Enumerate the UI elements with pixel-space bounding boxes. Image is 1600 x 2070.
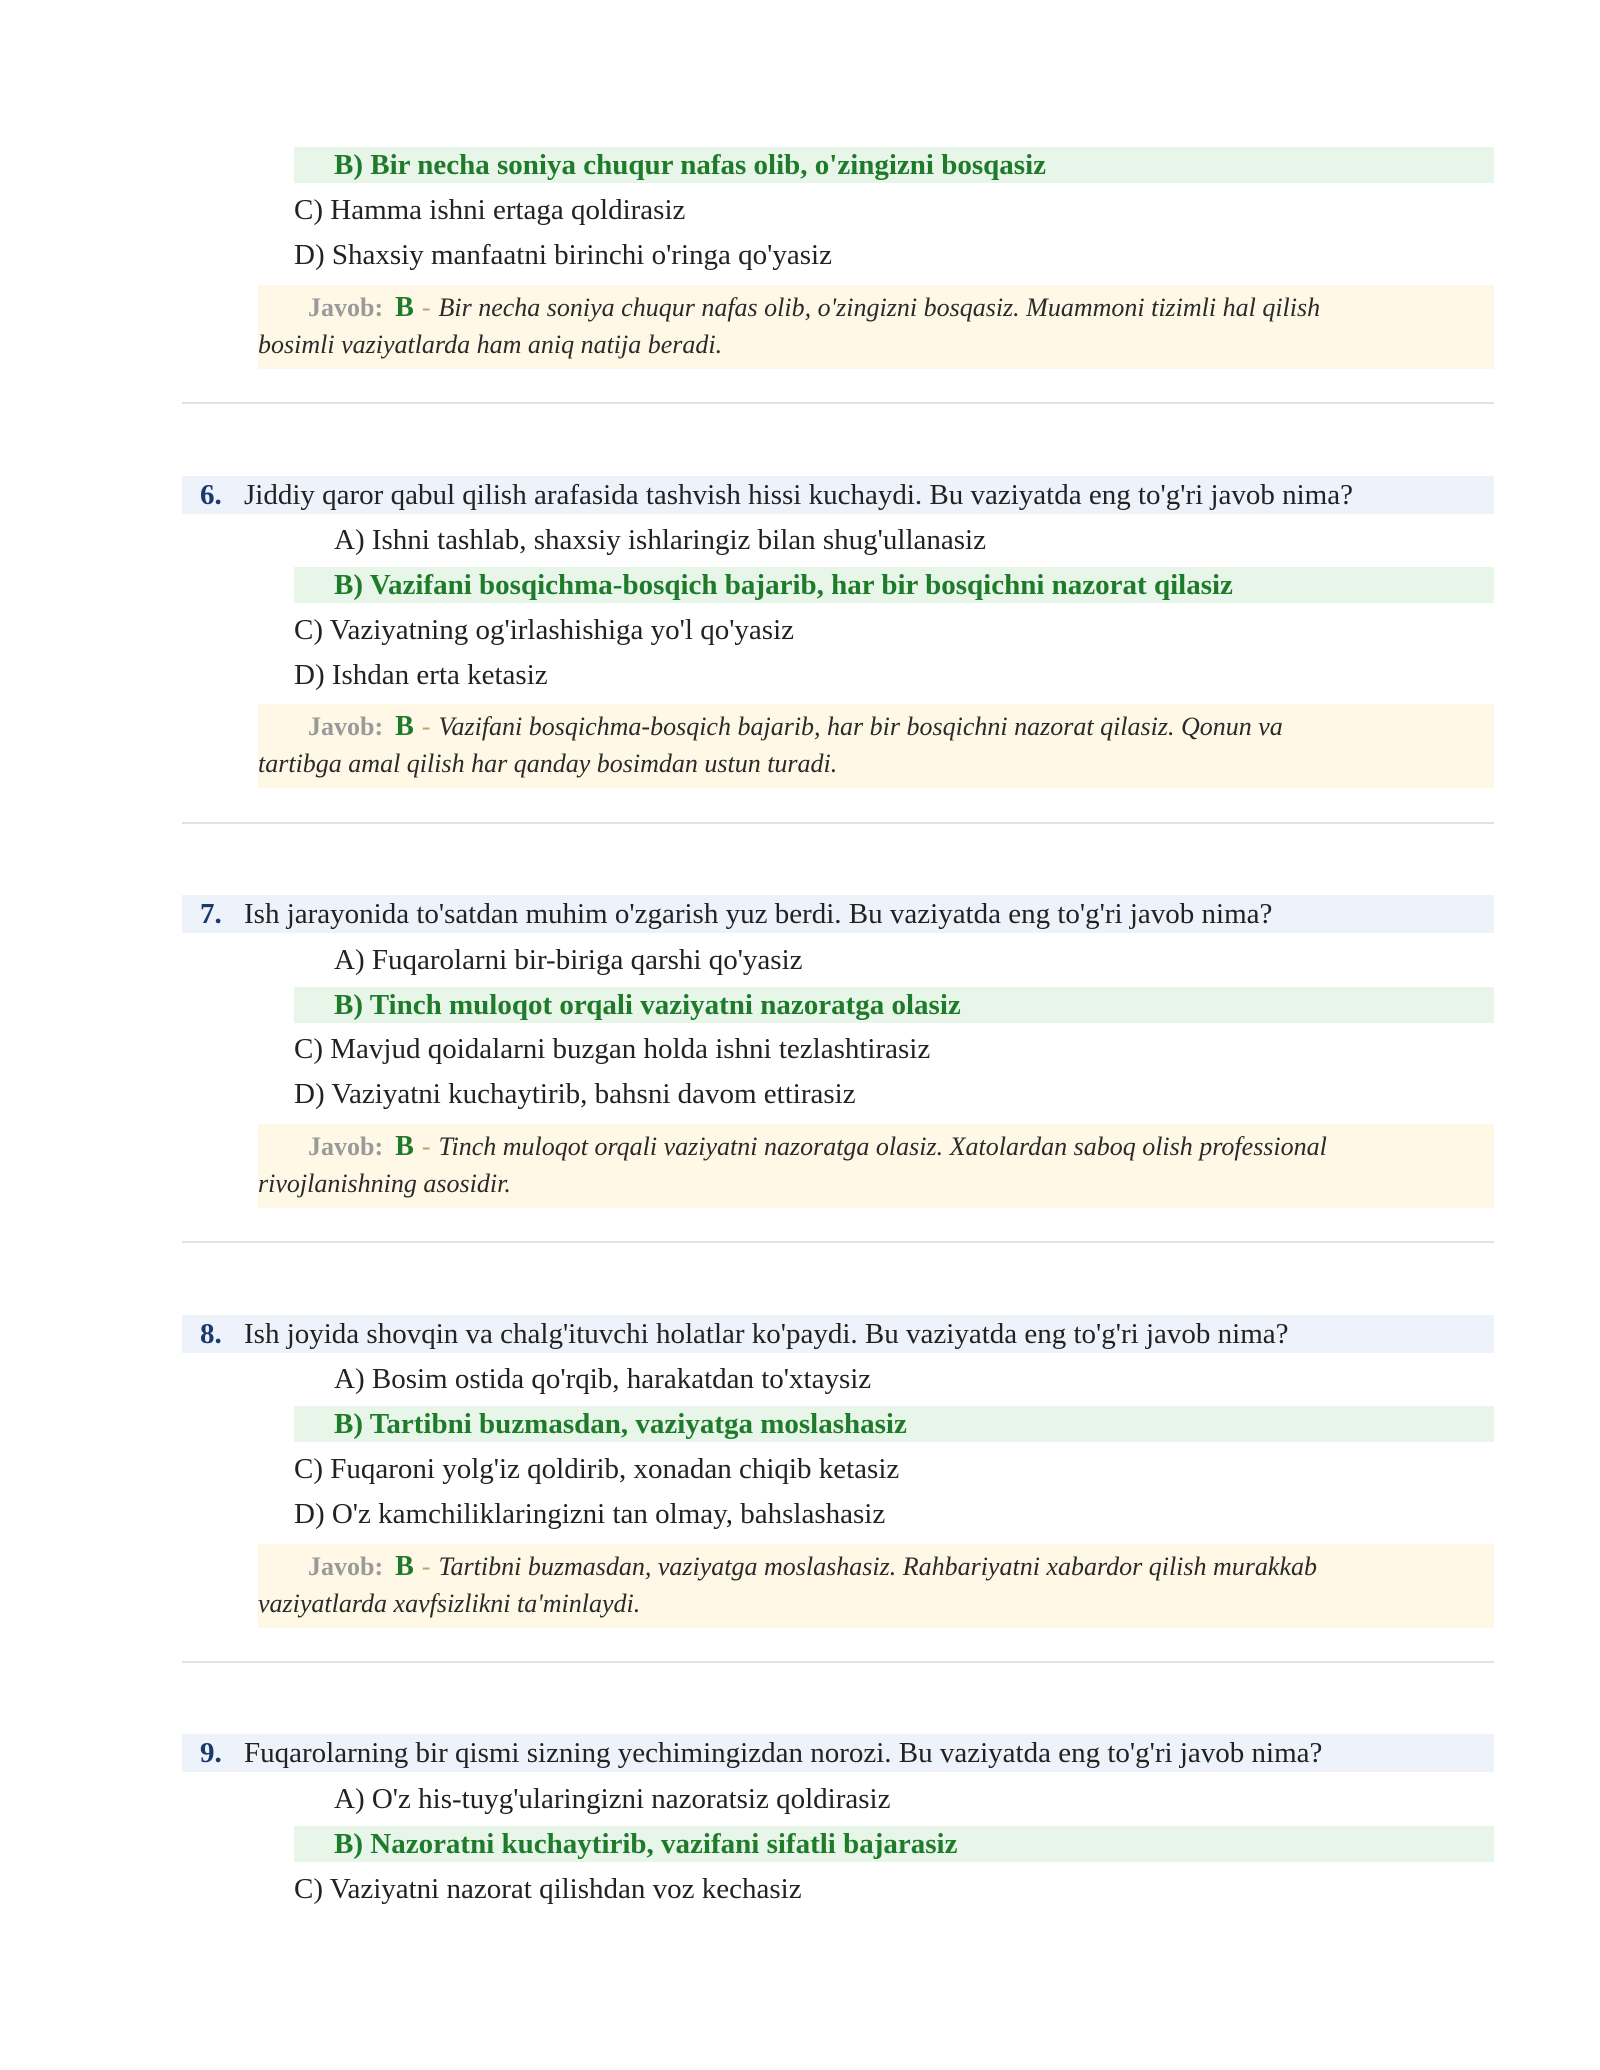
answer-label: Javob:	[308, 293, 384, 322]
answer-label: Javob:	[308, 1552, 384, 1581]
answer-dash: -	[421, 712, 431, 741]
option-d: D) Shaxsiy manfaatni birinchi o'ringa qo'yasiz	[294, 239, 832, 271]
option-b-correct: B) Tinch muloqot orqali vaziyatni nazoratga olasiz	[294, 987, 1494, 1023]
divider	[182, 822, 1494, 824]
option-b-correct: B) Tartibni buzmasdan, vaziyatga moslashasiz	[294, 1406, 1494, 1442]
option-a: A) Fuqarolarni bir-biriga qarshi qo'yasiz	[334, 944, 803, 976]
option-b-correct: B) Vazifani bosqichma-bosqich bajarib, har bir bosqichni nazorat qilasiz	[294, 567, 1494, 603]
answer-dash: -	[421, 1552, 431, 1581]
question-number: 9.	[200, 1737, 222, 1769]
option-c: C) Fuqaroni yolg'iz qoldirib, xonadan chiqib ketasiz	[294, 1453, 900, 1485]
question-number: 8.	[200, 1318, 222, 1350]
option-c: C) Mavjud qoidalarni buzgan holda ishni tezlashtirasiz	[294, 1033, 931, 1065]
answer-dash: -	[421, 293, 431, 322]
question-number: 6.	[200, 479, 222, 511]
option-d: D) Vaziyatni kuchaytirib, bahsni davom ettirasiz	[294, 1078, 856, 1110]
question-6	[182, 476, 1494, 514]
answer-block	[258, 704, 1494, 788]
answer-text-line2: vaziyatlarda xavfsizlikni ta'minlaydi.	[258, 1589, 641, 1618]
option-c: C) Vaziyatni nazorat qilishdan voz kechasiz	[294, 1873, 802, 1905]
answer-text-line2: tartibga amal qilish har qanday bosimdan ustun turadi.	[258, 749, 838, 778]
divider	[182, 1661, 1494, 1663]
answer-text-line1: Tartibni buzmasdan, vaziyatga moslashasiz. Rahbariyatni xabardor qilish murakkab	[438, 1552, 1317, 1581]
question-text: Ish jarayonida to'satdan muhim o'zgarish yuz berdi. Bu vaziyatda eng to'g'ri javob nima?	[244, 898, 1273, 930]
option-b-correct: B) Bir necha soniya chuqur nafas olib, o'zingizni bosqasiz	[294, 147, 1494, 183]
question-9	[182, 1734, 1494, 1772]
answer-block	[258, 1124, 1494, 1208]
answer-text-line1: Tinch muloqot orqali vaziyatni nazoratga olasiz. Xatolardan saboq olish professional	[438, 1132, 1327, 1161]
answer-text-line2: bosimli vaziyatlarda ham aniq natija beradi.	[258, 330, 723, 359]
option-a: A) Ishni tashlab, shaxsiy ishlaringiz bilan shug'ullanasiz	[334, 524, 986, 556]
answer-text-line1: Bir necha soniya chuqur nafas olib, o'zingizni bosqasiz. Muammoni tizimli hal qilish	[438, 293, 1321, 322]
option-a: A) Bosim ostida qo'rqib, harakatdan to'xtaysiz	[334, 1363, 872, 1395]
option-d: D) O'z kamchiliklaringizni tan olmay, bahslashasiz	[294, 1498, 886, 1530]
option-c: C) Hamma ishni ertaga qoldirasiz	[294, 194, 686, 226]
option-a: A) O'z his-tuyg'ularingizni nazoratsiz qoldirasiz	[334, 1783, 891, 1815]
answer-letter: B	[395, 1131, 414, 1162]
question-text: Jiddiy qaror qabul qilish arafasida tashvish hissi kuchaydi. Bu vaziyatda eng to'g'ri javob nima?	[244, 479, 1353, 511]
question-7	[182, 895, 1494, 933]
question-text: Ish joyida shovqin va chalg'ituvchi holatlar ko'paydi. Bu vaziyatda eng to'g'ri javob nima?	[244, 1318, 1289, 1350]
answer-label: Javob:	[308, 1132, 384, 1161]
question-text: Fuqarolarning bir qismi sizning yechimingizdan norozi. Bu vaziyatda eng to'g'ri javob nima?	[244, 1737, 1323, 1769]
answer-block	[258, 285, 1494, 369]
answer-letter: B	[395, 1551, 414, 1582]
divider	[182, 1241, 1494, 1243]
option-d: D) Ishdan erta ketasiz	[294, 659, 548, 691]
option-b-correct: B) Nazoratni kuchaytirib, vazifani sifatli bajarasiz	[294, 1826, 1494, 1862]
answer-block	[258, 1544, 1494, 1628]
answer-text-line2: rivojlanishning asosidir.	[258, 1169, 511, 1198]
question-8	[182, 1315, 1494, 1353]
divider	[182, 402, 1494, 404]
answer-letter: B	[395, 711, 414, 742]
answer-label: Javob:	[308, 712, 384, 741]
question-number: 7.	[200, 898, 222, 930]
option-c: C) Vaziyatning og'irlashishiga yo'l qo'yasiz	[294, 614, 795, 646]
answer-letter: B	[395, 292, 414, 323]
answer-dash: -	[421, 1132, 431, 1161]
answer-text-line1: Vazifani bosqichma-bosqich bajarib, har bir bosqichni nazorat qilasiz. Qonun va	[438, 712, 1283, 741]
